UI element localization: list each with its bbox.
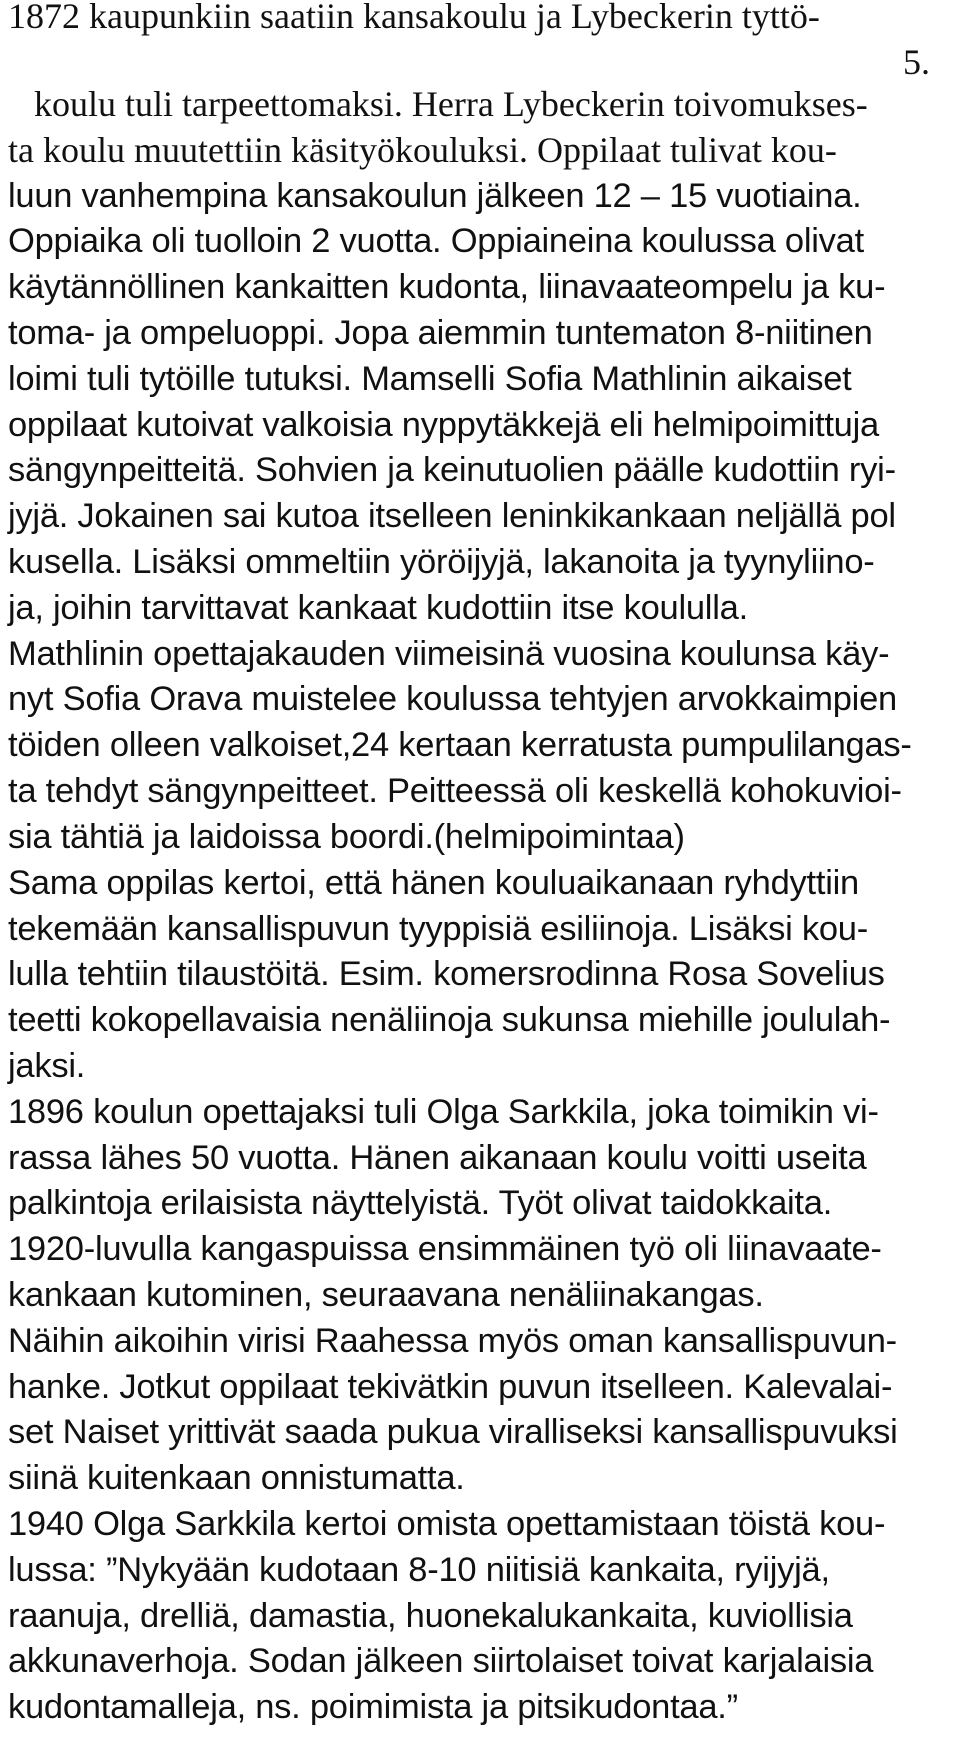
text-line-7: toma- ja ompeluoppi. Jopa aiemmin tuntematon 8-niitinen	[8, 314, 873, 352]
text-line-5: Oppiaika oli tuolloin 2 vuotta. Oppiaineina koulussa olivat	[8, 222, 864, 260]
text-line-6: käytännöllinen kankaitten kudonta, liinavaateompelu ja ku-	[8, 268, 886, 306]
text-line-26: palkintoja erilaisista näyttelyistä. Työt olivat taidokkaita.	[8, 1184, 833, 1222]
page-number: 5.	[903, 42, 930, 82]
text-line-32: siinä kuitenkaan onnistumatta.	[8, 1459, 465, 1497]
text-line-19: Sama oppilas kertoi, että hänen kouluaikanaan ryhdyttiin	[8, 864, 859, 902]
text-line-30: hanke. Jotkut oppilaat tekivätkin puvun itselleen. Kalevalai-	[8, 1368, 893, 1406]
text-line-1: 1872 kaupunkiin saatiin kansakoulu ja Lybeckerin tyttö-	[8, 0, 820, 36]
text-line-13: ja, joihin tarvittavat kankaat kudottiin itse koululla.	[8, 589, 748, 627]
text-line-37: kudontamalleja, ns. poimimista ja pitsikudontaa.”	[8, 1688, 738, 1726]
text-line-22: teetti kokopellavaisia nenäliinoja sukunsa miehille joululah-	[8, 1001, 891, 1039]
text-line-9: oppilaat kutoivat valkoisia nyppytäkkejä eli helmipoimittuja	[8, 406, 879, 444]
text-line-10: sängynpeitteitä. Sohvien ja keinutuolien päälle kudottiin ryi-	[8, 451, 896, 489]
text-line-8: loimi tuli tytöille tutuksi. Mamselli Sofia Mathlinin aikaiset	[8, 360, 852, 398]
text-line-36: akkunaverhoja. Sodan jälkeen siirtolaiset toivat karjalaisia	[8, 1642, 874, 1680]
text-line-15: nyt Sofia Orava muistelee koulussa tehtyjen arvokkaimpien	[8, 680, 897, 718]
text-line-24: 1896 koulun opettajaksi tuli Olga Sarkkila, joka toimikin vi-	[8, 1093, 879, 1131]
text-line-14: Mathlinin opettajakauden viimeisinä vuosina koulunsa käy-	[8, 635, 890, 673]
text-line-23: jaksi.	[8, 1047, 86, 1085]
text-line-20: tekemään kansallispuvun tyyppisiä esiliinoja. Lisäksi kou-	[8, 910, 868, 948]
text-line-16: töiden olleen valkoiset,24 kertaan kerratusta pumpulilangas-	[8, 726, 912, 764]
text-line-29: Näihin aikoihin virisi Raahessa myös oman kansallispuvun-	[8, 1322, 897, 1360]
text-line-31: set Naiset yrittivät saada pukua viralliseksi kansallispuvuksi	[8, 1413, 898, 1451]
text-line-2: koulu tuli tarpeettomaksi. Herra Lybeckerin toivomukses-	[34, 84, 868, 124]
text-line-28: kankaan kutominen, seuraavana nenäliinakangas.	[8, 1276, 764, 1314]
text-line-12: kusella. Lisäksi ommeltiin yöröijyjä, lakanoita ja tyynyliino-	[8, 543, 875, 581]
text-line-25: rassa lähes 50 vuotta. Hänen aikanaan koulu voitti useita	[8, 1139, 867, 1177]
text-line-17: ta tehdyt sängynpeitteet. Peitteessä oli keskellä kohokuvioi-	[8, 772, 902, 810]
text-line-11: jyjä. Jokainen sai kutoa itselleen leninkikankaan neljällä pol	[8, 497, 896, 535]
text-line-27: 1920-luvulla kangaspuissa ensimmäinen työ oli liinavaate-	[8, 1230, 882, 1268]
text-line-21: lulla tehtiin tilaustöitä. Esim. komersrodinna Rosa Sovelius	[8, 955, 885, 993]
text-line-33: 1940 Olga Sarkkila kertoi omista opettamistaan töistä kou-	[8, 1505, 886, 1543]
text-line-3: ta koulu muutettiin käsityökouluksi. Oppilaat tulivat kou-	[8, 130, 837, 170]
text-line-4: luun vanhempina kansakoulun jälkeen 12 – 15 vuotiaina.	[8, 177, 862, 215]
text-line-18: sia tähtiä ja laidoissa boordi.(helmipoimintaa)	[8, 818, 685, 856]
text-line-35: raanuja, drelliä, damastia, huonekalukankaita, kuviollisia	[8, 1597, 853, 1635]
text-line-34: lussa: ”Nykyään kudotaan 8-10 niitisiä kankaita, ryijyjä,	[8, 1551, 830, 1589]
